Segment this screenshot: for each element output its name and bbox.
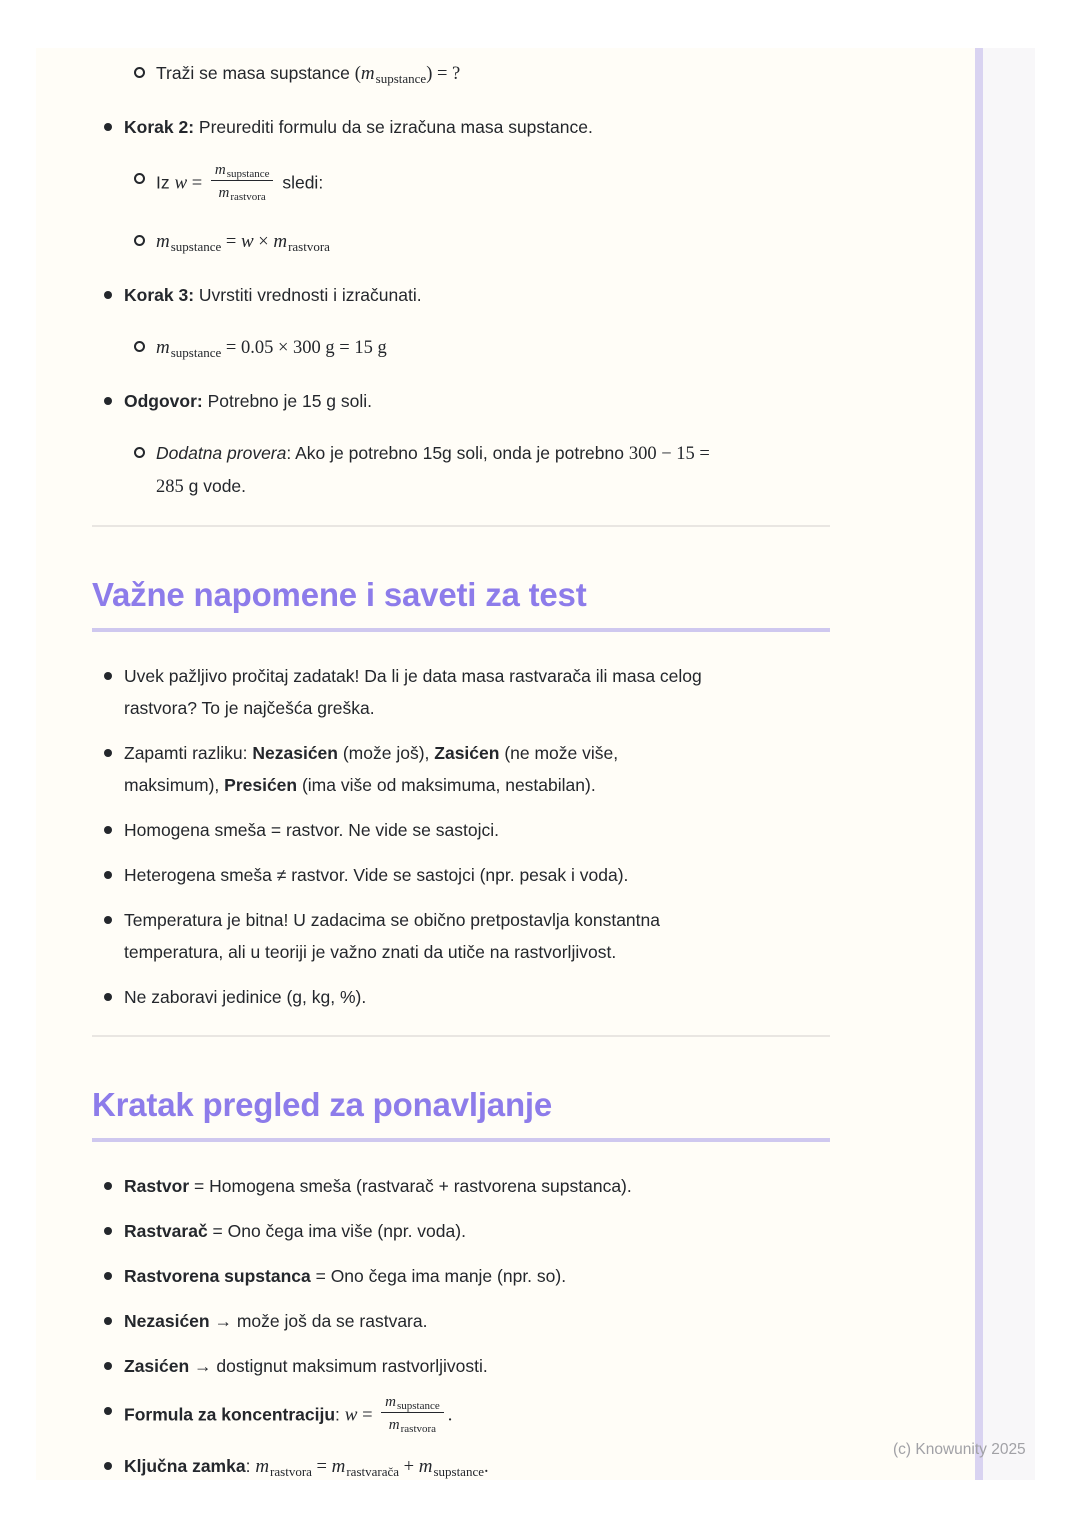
text-run: (ne može više, [499,743,619,763]
section-heading: Kratak pregled za ponavljanje [92,1086,553,1123]
bold-run: Nezasićen [252,743,338,763]
math-subscript: rastvora [270,1464,312,1479]
bullet-list [92,57,830,503]
bullet-text [124,981,830,1013]
bullet-text [124,814,830,846]
bullet-disc-icon [104,1272,112,1280]
heading-rule [92,1138,830,1142]
math-fraction [211,160,274,202]
bullet-item [92,163,830,205]
math-text: = 0.05 × 300 g = 15 g [221,338,387,358]
math-text: 285 [156,477,184,497]
text-run: → može još da se rastvara. [209,1311,428,1331]
bullet-text [124,904,830,968]
text-run: Iz [156,172,175,193]
math-text: . [447,1405,453,1426]
math-text: 300 − 15 = [628,444,710,464]
bullet-text [156,225,830,259]
italic-run: Dodatna provera [156,443,287,463]
bullet-item [92,225,830,259]
bullet-item [92,279,830,311]
bullet-list [92,1170,830,1484]
math-subscript: rastvora [230,191,266,203]
text-run: Temperatura je bitna! U zadacima se obično pretpostavlja konstantna [124,910,660,930]
bullet-disc-icon [104,993,112,1001]
text-run: temperatura, ali u teoriji je važno znati da utiče na rastvorljivost. [124,942,617,962]
bullet-item [92,814,830,846]
math-var: m [156,337,170,358]
bold-run: Korak 2: [124,117,195,137]
bullet-circle-icon [134,67,145,78]
bullet-disc-icon [104,1227,112,1235]
bullet-item [92,1450,830,1484]
side-panel [983,48,1035,1480]
bold-run: Nezasićen [124,1311,210,1331]
watermark: (c) Knowunity 2025 [893,1441,1026,1458]
math-subscript: rastvora [288,239,330,254]
bullet-circle-icon [134,447,145,458]
math-text: = [357,1405,378,1426]
bullet-text [124,737,830,801]
bullet-disc-icon [104,871,112,879]
math-subscript: supstance [170,239,222,254]
page-edge-stripe [975,48,983,1480]
text-run: Ne zaboravi jedinice (g, kg, %). [124,987,367,1007]
bold-run: Zasićen [124,1356,190,1376]
bullet-disc-icon [104,1182,112,1190]
bullet-disc-icon [104,1362,112,1370]
bullet-text [124,279,830,311]
bullet-text [124,1215,830,1247]
bullet-item [92,331,830,365]
math-subscript: rastvarača [346,1464,400,1479]
bullet-text [124,859,830,891]
text-run: (može još), [337,743,435,763]
text-run: = Ono čega ima više (npr. voda). [207,1221,466,1241]
bullet-disc-icon [104,123,112,131]
text-run: Heterogena smeša ≠ rastvor. Vide se sastojci (npr. pesak i voda). [124,865,629,885]
math-var: m [273,231,288,252]
fraction-numerator [381,1392,444,1413]
bullet-disc-icon [104,1407,112,1415]
math-var: m [360,63,375,84]
doc-content [92,57,830,1497]
text-run: Uvrstiti vrednosti i izračunati. [194,285,422,305]
bullet-disc-icon [104,916,112,924]
bullet-text [124,385,830,417]
bullet-item [92,111,830,143]
text-run: (ima više od maksimuma, nestabilan). [297,775,596,795]
bold-run: Rastvarač [124,1221,208,1241]
fraction-denominator [381,1413,444,1434]
text-run: Potrebno je 15 g soli. [202,391,373,411]
bold-run: Presićen [224,775,298,795]
bullet-item [92,1395,830,1437]
bullet-item [92,859,830,891]
math-var: w [344,1404,358,1426]
text-run: Zapamti razliku: [124,743,253,763]
math-var: m [218,185,230,201]
math-subscript: supstance [170,345,222,360]
bullet-text [124,111,830,143]
bullet-item [92,904,830,968]
math-text: ) = ? [426,64,461,84]
heading-rule [92,628,830,632]
text-run: sledi: [277,172,324,193]
bullet-text [124,1350,830,1382]
bullet-text [124,1170,830,1202]
math-subscript: supstance [226,168,270,180]
bold-run: Rastvor [124,1176,190,1196]
math-var: m [255,1456,270,1477]
text-run: g vode. [183,476,247,496]
math-text: = [311,1457,332,1477]
bullet-item [92,737,830,801]
text-run: = Ono čega ima manje (npr. so). [310,1266,567,1286]
text-run: maksimum), [124,775,225,795]
bullet-circle-icon [134,341,145,352]
fraction-denominator [211,181,274,202]
bullet-disc-icon [104,826,112,834]
bold-run: Ključna zamka [124,1456,246,1476]
bullet-item [92,437,830,503]
bullet-disc-icon [104,1317,112,1325]
bullet-item [92,1170,830,1202]
text-run: : [245,1456,256,1476]
bullet-text [156,163,830,205]
bullet-text [156,437,830,503]
bullet-circle-icon [134,235,145,246]
math-text: ( [354,64,361,84]
text-run: : [335,1404,345,1425]
section-heading: Važne napomene i saveti za test [92,576,587,613]
bullet-item [92,57,830,91]
math-text: = [187,173,207,194]
bullet-disc-icon [104,291,112,299]
text-run: Uvek pažljivo pročitaj zadatak! Da li je data masa rastvarača ili masa celog [124,666,702,686]
bullet-item [92,660,830,724]
bullet-item [92,385,830,417]
bullet-text [124,1260,830,1292]
bullet-disc-icon [104,1462,112,1470]
section-divider [92,1035,830,1037]
text-run: Traži se masa supstance [156,63,355,83]
math-subscript: supstance [433,1464,484,1479]
math-var: m [156,231,170,252]
text-run: Preurediti formulu da se izračuna masa supstance. [194,117,593,137]
section-divider [92,525,830,527]
math-text: . [484,1457,489,1477]
bold-run: Odgovor: [124,391,203,411]
bullet-disc-icon [104,397,112,405]
bullet-item [92,1350,830,1382]
bullet-text [156,57,830,91]
bullet-text [124,1450,830,1484]
text-run: : Ako je potrebno 15g soli, onda je potrebno [286,443,629,463]
bold-run: Korak 3: [124,285,195,305]
fraction-numerator [211,160,274,181]
math-var: m [385,1394,396,1410]
math-var: m [418,1456,433,1477]
math-var: w [174,172,188,194]
bullet-item [92,1305,830,1337]
math-var: m [214,162,226,178]
math-text: + [399,1457,419,1477]
bold-run: Formula za koncentraciju [124,1404,336,1425]
bullet-text [124,660,830,724]
text-run: → dostignut maksimum rastvorljivosti. [189,1356,488,1376]
math-subscript: supstance [375,71,427,86]
math-fraction [381,1392,444,1434]
math-var: w [240,231,254,252]
bullet-list [92,660,830,1013]
bullet-text [124,1395,830,1437]
bullet-text [156,331,830,365]
bullet-item [92,1260,830,1292]
bold-run: Rastvorena supstanca [124,1266,311,1286]
bullet-circle-icon [134,173,145,184]
bullet-item [92,981,830,1013]
math-subscript: supstance [396,1400,440,1412]
math-text: = [221,232,241,252]
math-var: m [388,1417,400,1433]
math-text: × [253,232,274,252]
text-run: rastvora? To je najčešća greška. [124,698,375,718]
text-run: Homogena smeša = rastvor. Ne vide se sastojci. [124,820,499,840]
text-run: = Homogena smeša (rastvarač + rastvorena supstanca). [189,1176,632,1196]
bullet-disc-icon [104,749,112,757]
bullet-disc-icon [104,672,112,680]
bullet-item [92,1215,830,1247]
math-subscript: rastvora [400,1423,437,1435]
math-var: m [331,1456,346,1477]
bold-run: Zasićen [434,743,500,763]
bullet-text [124,1305,830,1337]
